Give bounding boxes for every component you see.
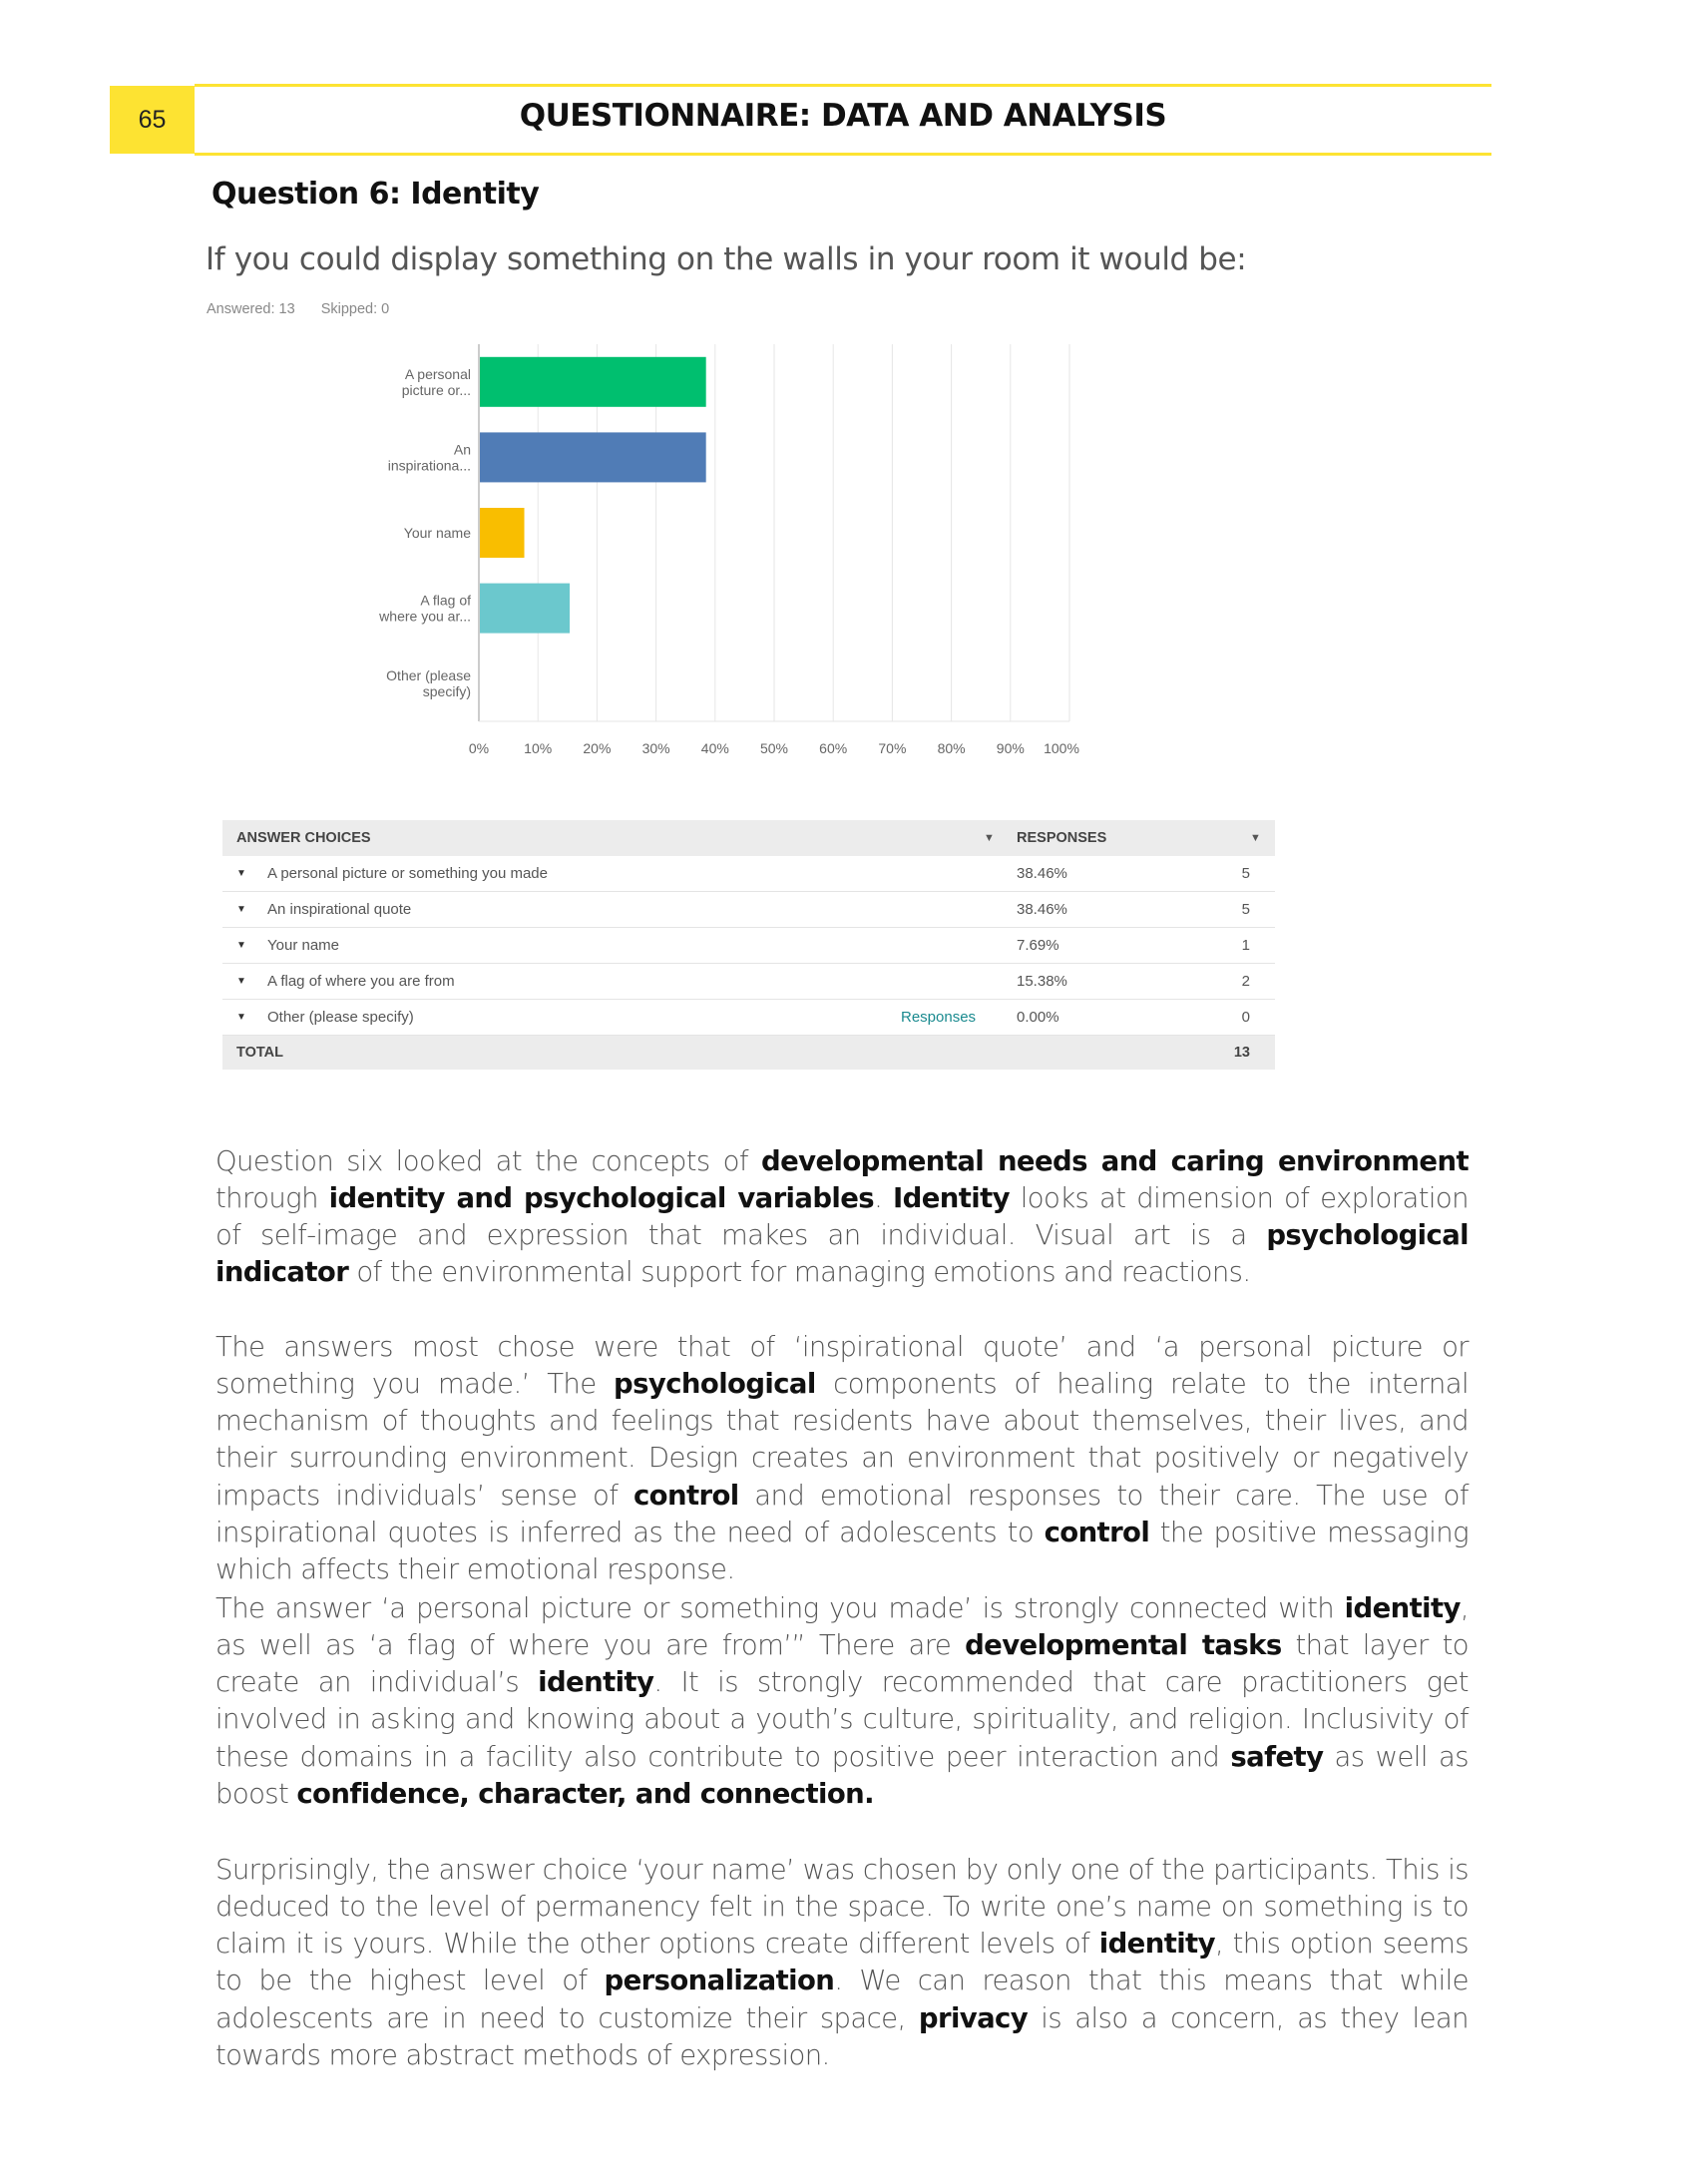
header-rule-top: [195, 84, 1491, 87]
question-title: Question 6: Identity: [211, 177, 540, 212]
sort-caret-icon[interactable]: ▼: [1250, 832, 1261, 844]
answer-choice-label: An inspirational quote: [267, 901, 412, 918]
response-count: 1: [1241, 937, 1250, 954]
responses-link[interactable]: Responses: [901, 1009, 977, 1026]
bar: [480, 584, 570, 634]
paragraph-text: as well as boost: [215, 1740, 1469, 1810]
paragraph-text: of the environmental support for managing emotions and reactions.: [348, 1256, 1251, 1289]
category-label: specify): [422, 683, 471, 700]
x-tick-label: 40%: [700, 740, 729, 756]
header-rule-bottom: [195, 153, 1491, 156]
total-count: 13: [1233, 1045, 1250, 1061]
bar: [480, 357, 706, 407]
emphasis-text: identity: [1098, 1928, 1215, 1961]
emphasis-text: control: [1044, 1516, 1150, 1548]
answer-choice-label: A personal picture or something you made: [267, 865, 548, 882]
table-header: [222, 820, 1275, 856]
response-percent: 15.38%: [1017, 973, 1067, 990]
emphasis-text: control: [633, 1479, 739, 1512]
emphasis-text: personalization: [604, 1965, 835, 1997]
paragraph-text: looks at dimension of exploration of self-image and expression that makes an individual. Visual art is a: [215, 1181, 1469, 1252]
answer-choice-label: Other (please specify): [267, 1009, 414, 1026]
paragraph-text: is also a concern, as they lean towards more abstract methods of expression.: [215, 2001, 1469, 2071]
response-percent: 7.69%: [1017, 937, 1059, 954]
x-tick-label: 80%: [937, 740, 966, 756]
table-body: [222, 856, 1275, 1036]
response-percent: 38.46%: [1017, 865, 1067, 882]
paragraph-3: [215, 1590, 1469, 1814]
emphasis-text: psychological indicator: [215, 1219, 1469, 1289]
bar-chart: [359, 339, 1097, 768]
page-number-badge: [110, 86, 195, 154]
emphasis-text: privacy: [918, 2001, 1029, 2034]
question-text: If you could display something on the walls in your room it would be:: [206, 241, 1247, 277]
bar: [480, 432, 706, 482]
category-label: Other (please: [386, 667, 471, 684]
paragraph-text: . It is strongly recommended that care practitioners get involved in asking and knowing about a youth’s culture, spirituality, and religion. Inclusivity of these domains in a facility also contribute to positive peer interaction and: [215, 1666, 1469, 1773]
paragraph-text: , as well as ‘a flag of where you are from’” There are: [215, 1591, 1469, 1661]
paragraph-2: [215, 1329, 1469, 1589]
answer-choice-label: Your name: [267, 937, 339, 954]
total-label: TOTAL: [236, 1045, 283, 1061]
paragraph-text: through: [215, 1181, 329, 1214]
x-tick-label: 30%: [641, 740, 670, 756]
category-label: where you ar...: [379, 608, 471, 625]
header-answer-choices[interactable]: ANSWER CHOICES: [236, 830, 371, 846]
bar: [480, 508, 525, 558]
paragraph-text: that layer to create an individual’s: [215, 1628, 1469, 1699]
emphasis-text: identity: [1344, 1591, 1461, 1624]
paragraph-text: Question six looked at the concepts of: [215, 1144, 761, 1177]
category-label: A personal: [404, 365, 471, 382]
response-count: 5: [1241, 901, 1250, 918]
x-tick-label: 100%: [1044, 740, 1079, 756]
answered-count: Answered: 13: [207, 301, 295, 317]
paragraph-text: , this option seems to be the highest level of: [215, 1928, 1469, 1997]
responses-table: [222, 820, 1275, 1070]
paragraph-text: Surprisingly, the answer choice ‘your name’ was chosen by only one of the participants. This is deduced to the level of permanency felt in the space. To write one’s name on something is to claim it is yours. While the other options create different levels of: [215, 1853, 1469, 1961]
skipped-count: Skipped: 0: [320, 301, 390, 317]
response-count: 0: [1241, 1009, 1250, 1026]
emphasis-text: safety: [1230, 1740, 1324, 1773]
category-label: A flag of: [420, 592, 471, 609]
emphasis-text: identity and psychological variables: [328, 1181, 875, 1214]
category-label: Your name: [403, 525, 471, 541]
emphasis-text: developmental needs and caring environment: [760, 1144, 1469, 1177]
x-tick-label: 0%: [468, 740, 490, 756]
expand-caret-icon[interactable]: ▼: [236, 940, 246, 951]
table-total-row: [222, 1036, 1275, 1070]
emphasis-text: psychological: [614, 1367, 816, 1400]
table-row[interactable]: [222, 856, 1275, 892]
emphasis-text: developmental tasks: [965, 1628, 1282, 1661]
emphasis-text: confidence, character, and connection.: [296, 1777, 874, 1810]
expand-caret-icon[interactable]: ▼: [236, 868, 246, 879]
x-tick-label: 70%: [878, 740, 907, 756]
paragraph-text: components of healing relate to the internal mechanism of thoughts and feelings that residents have about themselves, their lives, and their surrounding environment. Design creates an environment that positively or negatively impacts individuals’ sense of: [215, 1367, 1469, 1512]
page-number: 65: [138, 105, 167, 134]
x-tick-label: 20%: [583, 740, 612, 756]
response-count: 2: [1241, 973, 1250, 990]
paragraph-text: . We can reason that this means that while adolescents are in need to customize their space,: [215, 1965, 1469, 2034]
x-tick-label: 50%: [759, 740, 789, 756]
paragraph-text: The answer ‘a personal picture or something you made’ is strongly connected with: [215, 1591, 1345, 1624]
category-label: picture or...: [401, 381, 471, 398]
response-percent: 0.00%: [1017, 1009, 1059, 1026]
answer-choice-label: A flag of where you are from: [267, 973, 455, 990]
header-responses[interactable]: RESPONSES: [1017, 830, 1107, 846]
question-meta: [207, 301, 389, 317]
paragraph-1: [215, 1143, 1469, 1292]
expand-caret-icon[interactable]: ▼: [236, 904, 246, 915]
table-row[interactable]: [222, 892, 1275, 928]
category-label: An: [453, 441, 471, 458]
paragraph-text: the positive messaging which affects their emotional response.: [215, 1516, 1469, 1586]
paragraph-text: The answers most chose were that of ‘inspirational quote’ and ‘a personal picture or something you made.’ The: [215, 1330, 1469, 1400]
response-count: 5: [1241, 865, 1250, 882]
emphasis-text: identity: [538, 1666, 654, 1699]
expand-caret-icon[interactable]: ▼: [236, 1012, 246, 1023]
category-label: inspirationa...: [387, 457, 471, 474]
paragraph-text: .: [874, 1181, 893, 1214]
section-title: QUESTIONNAIRE: DATA AND ANALYSIS: [519, 98, 1167, 134]
x-tick-label: 10%: [524, 740, 553, 756]
paragraph-4: [215, 1852, 1469, 2075]
response-percent: 38.46%: [1017, 901, 1067, 918]
x-tick-label: 60%: [819, 740, 848, 756]
table-row[interactable]: [222, 964, 1275, 1000]
table-row[interactable]: [222, 928, 1275, 964]
x-tick-label: 90%: [996, 740, 1025, 756]
paragraph-text: and emotional responses to their care. The use of inspirational quotes is inferred as the need of adolescents to: [215, 1479, 1469, 1548]
sort-caret-icon[interactable]: ▼: [984, 832, 995, 844]
table-row[interactable]: [222, 1000, 1275, 1036]
emphasis-text: Identity: [892, 1181, 1010, 1214]
expand-caret-icon[interactable]: ▼: [236, 976, 246, 987]
